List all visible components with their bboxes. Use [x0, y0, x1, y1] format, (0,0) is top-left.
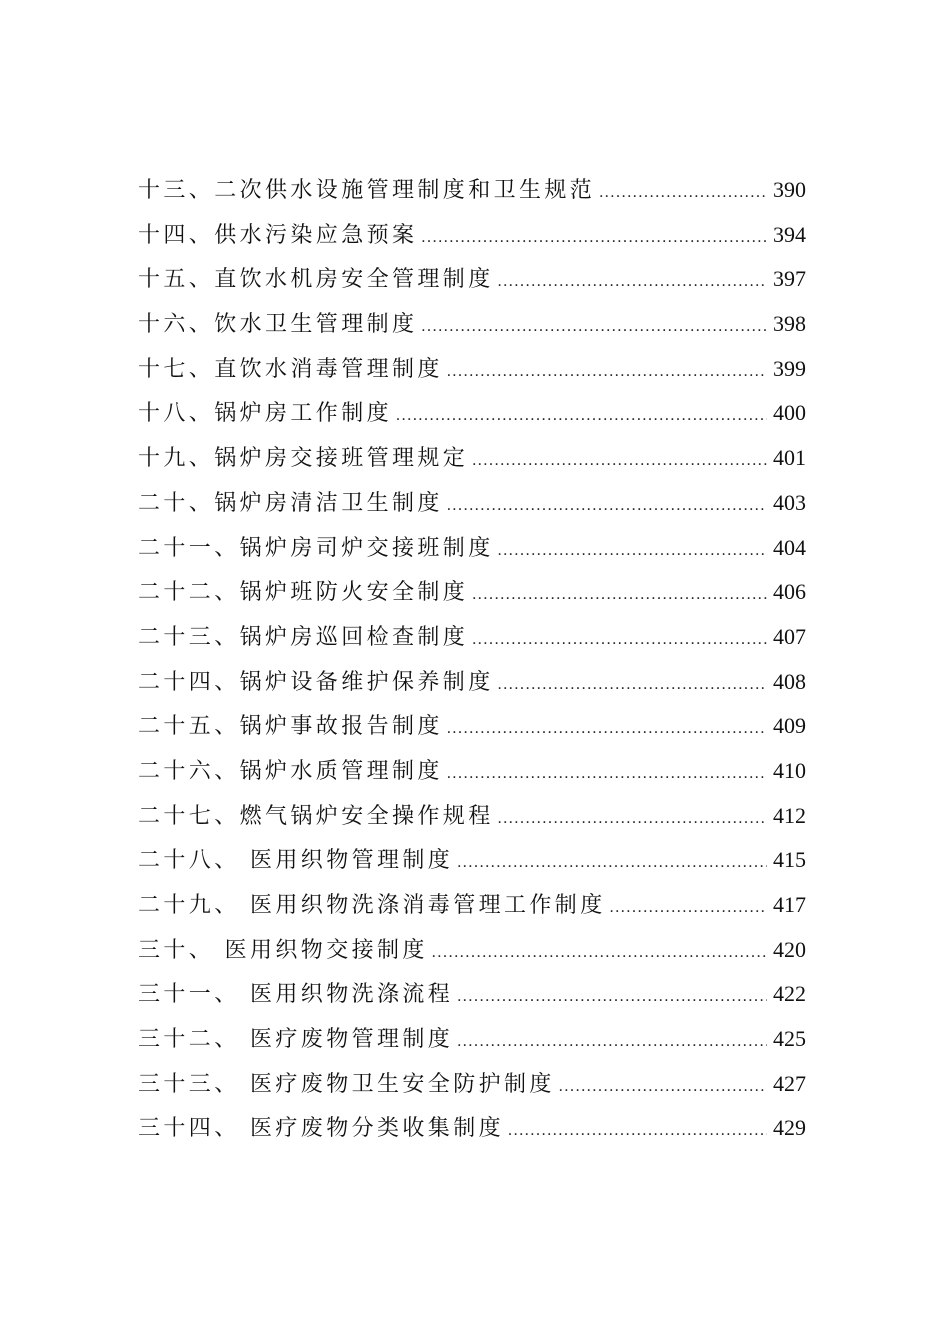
- toc-entry-page: 399: [773, 355, 806, 381]
- toc-entry-title: 二十二、锅炉班防火安全制度: [138, 580, 469, 606]
- toc-entry-title: 三十二、 医疗废物管理制度: [138, 1027, 454, 1053]
- toc-entry[interactable]: [138, 660, 806, 705]
- toc-dot-leader: [457, 1020, 767, 1065]
- toc-entry-page: 406: [773, 579, 806, 605]
- toc-entry-page: 417: [773, 892, 806, 917]
- toc-entry-page: 407: [773, 623, 806, 649]
- toc-entry-title: 三十四、 医疗废物分类收集制度: [138, 1116, 504, 1142]
- toc-entry-title: 二十、锅炉房清洁卫生制度: [138, 490, 443, 516]
- toc-entry-title: 二十三、锅炉房巡回检查制度: [138, 624, 469, 650]
- toc-entry-page: 398: [773, 311, 806, 337]
- toc-dot-leader: [432, 931, 767, 976]
- toc-dot-leader: [472, 618, 767, 663]
- toc-dot-leader: [599, 171, 767, 216]
- table-of-contents: [138, 168, 806, 1151]
- toc-entry-title: 二十七、燃气锅炉安全操作规程: [138, 803, 494, 829]
- toc-dot-leader: [396, 394, 767, 439]
- toc-entry-page: 425: [773, 1026, 806, 1052]
- toc-entry[interactable]: [138, 794, 806, 839]
- toc-entry[interactable]: [138, 257, 806, 302]
- toc-entry-title: 二十六、锅炉水质管理制度: [138, 758, 443, 784]
- toc-entry-page: 410: [773, 757, 806, 783]
- toc-dot-leader: [472, 573, 767, 618]
- toc-entry-page: 427: [773, 1070, 806, 1096]
- toc-entry-page: 420: [773, 936, 806, 962]
- toc-entry-title: 十三、二次供水设施管理制度和卫生规范: [138, 178, 596, 203]
- toc-dot-leader: [421, 216, 767, 261]
- toc-entry[interactable]: [138, 391, 806, 436]
- toc-entry-page: 404: [773, 534, 806, 560]
- toc-entry-page: 408: [773, 668, 806, 694]
- toc-entry[interactable]: [138, 436, 806, 481]
- toc-entry-page: 429: [773, 1115, 806, 1141]
- toc-entry-title: 二十一、锅炉房司炉交接班制度: [138, 535, 494, 561]
- toc-entry[interactable]: [138, 704, 806, 749]
- toc-dot-leader: [457, 975, 767, 1020]
- toc-dot-leader: [457, 841, 767, 886]
- toc-entry[interactable]: [138, 1062, 806, 1107]
- toc-entry-page: 390: [773, 177, 806, 202]
- toc-entry-page: 415: [773, 847, 806, 873]
- toc-entry[interactable]: [138, 972, 806, 1017]
- toc-entry-page: 397: [773, 266, 806, 292]
- toc-entry-title: 十九、锅炉房交接班管理规定: [138, 446, 469, 472]
- toc-dot-leader: [508, 1109, 767, 1154]
- toc-entry-page: 403: [773, 489, 806, 515]
- toc-dot-leader: [498, 797, 767, 842]
- toc-entry[interactable]: [138, 1017, 806, 1062]
- toc-entry[interactable]: [138, 347, 806, 392]
- toc-entry-title: 十七、直饮水消毒管理制度: [138, 356, 443, 382]
- toc-dot-leader: [610, 886, 767, 931]
- toc-entry-title: 十六、饮水卫生管理制度: [138, 312, 418, 338]
- toc-dot-leader: [498, 260, 767, 305]
- toc-entry-title: 十五、直饮水机房安全管理制度: [138, 267, 494, 293]
- toc-entry[interactable]: [138, 526, 806, 571]
- toc-entry-title: 十八、锅炉房工作制度: [138, 401, 393, 427]
- toc-entry[interactable]: [138, 481, 806, 526]
- toc-dot-leader: [498, 529, 767, 574]
- toc-entry[interactable]: [138, 838, 806, 883]
- toc-dot-leader: [559, 1065, 767, 1110]
- toc-entry[interactable]: [138, 302, 806, 347]
- toc-entry-title: 三十一、 医用织物洗涤流程: [138, 982, 454, 1008]
- toc-entry-title: 十四、供水污染应急预案: [138, 222, 418, 248]
- toc-entry[interactable]: [138, 883, 806, 928]
- toc-entry-page: 412: [773, 802, 806, 828]
- toc-entry[interactable]: [138, 213, 806, 258]
- toc-entry-title: 三十三、 医疗废物卫生安全防护制度: [138, 1071, 555, 1097]
- toc-entry[interactable]: [138, 749, 806, 794]
- toc-dot-leader: [447, 484, 767, 529]
- toc-dot-leader: [472, 439, 767, 484]
- toc-entry[interactable]: [138, 928, 806, 973]
- toc-entry-title: 三十、 医用织物交接制度: [138, 937, 428, 963]
- toc-entry[interactable]: [138, 615, 806, 660]
- toc-dot-leader: [498, 663, 767, 708]
- toc-dot-leader: [447, 707, 767, 752]
- toc-entry-title: 二十九、 医用织物洗涤消毒管理工作制度: [138, 893, 606, 918]
- toc-dot-leader: [447, 752, 767, 797]
- toc-entry[interactable]: [138, 570, 806, 615]
- toc-entry-title: 二十四、锅炉设备维护保养制度: [138, 669, 494, 695]
- toc-dot-leader: [421, 305, 767, 350]
- toc-entry[interactable]: [138, 168, 806, 213]
- toc-entry-page: 400: [773, 400, 806, 426]
- toc-entry-page: 401: [773, 445, 806, 471]
- toc-entry-page: 422: [773, 981, 806, 1007]
- toc-entry[interactable]: [138, 1106, 806, 1151]
- toc-entry-title: 二十五、锅炉事故报告制度: [138, 714, 443, 740]
- toc-entry-page: 394: [773, 221, 806, 247]
- toc-entry-page: 409: [773, 713, 806, 739]
- toc-entry-title: 二十八、 医用织物管理制度: [138, 848, 454, 874]
- toc-dot-leader: [447, 350, 767, 395]
